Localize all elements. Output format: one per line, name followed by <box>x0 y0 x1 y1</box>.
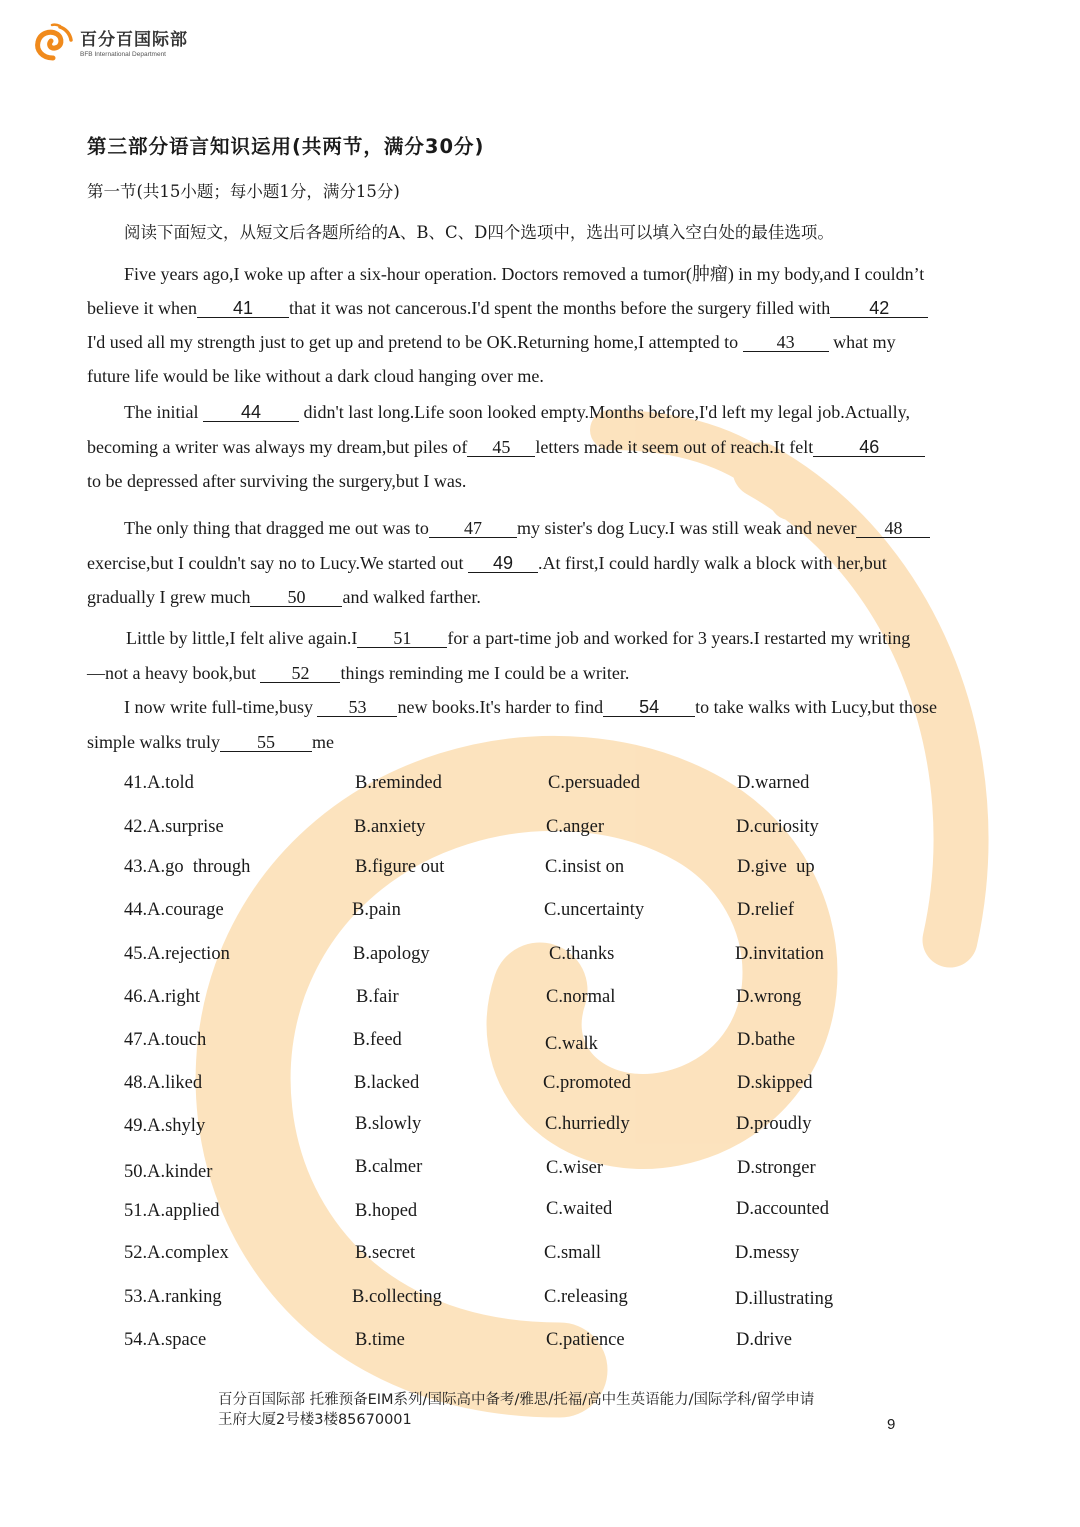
blank-52: 52 <box>260 664 340 683</box>
blank-44: 44 <box>203 403 299 422</box>
option-a: 48.A.liked <box>124 1073 203 1093</box>
page-number: 9 <box>887 1416 896 1433</box>
option-c: C.small <box>544 1243 602 1263</box>
logo-chinese-text: 百分百国际部 <box>80 29 188 50</box>
section-title: 第三部分语言知识运用(共两节，满分30分) <box>87 135 485 158</box>
option-c: C.thanks <box>549 944 615 964</box>
swirl-logo-icon <box>30 18 76 64</box>
option-c: C.insist on <box>545 857 625 877</box>
blank-48: 48 <box>856 519 930 538</box>
option-d: D.give up <box>737 857 815 877</box>
option-d: D.proudly <box>736 1114 812 1134</box>
passage-line: The only thing that dragged me out was to 47 my sister's dog Lucy.I was still weak and never 48 <box>124 518 930 539</box>
section-subtitle: 第一节(共15小题；每小题1分，满分15分) <box>87 182 400 201</box>
option-a: 44.A.courage <box>124 900 224 920</box>
option-a: 42.A.surprise <box>124 817 224 837</box>
footer-line-1: 百分百国际部 托雅预备EIM系列/国际高中备考/雅思/托福/高中生英语能力/国际学科/留学申请 <box>218 1392 815 1408</box>
option-c: C.normal <box>546 987 616 1007</box>
option-d: D.relief <box>737 900 795 920</box>
option-c: C.waited <box>546 1199 613 1219</box>
option-a: 41.A.told <box>124 773 194 793</box>
option-d: D.illustrating <box>735 1289 834 1309</box>
option-d: D.stronger <box>737 1158 816 1178</box>
blank-54: 54 <box>603 698 695 717</box>
option-a: 43.A.go through <box>124 857 251 877</box>
passage-line: The initial 44 didn't last long.Life soon looked empty.Months before,I'd left my legal job.Actually, <box>124 402 911 422</box>
page-footer <box>218 1390 814 1430</box>
option-c: C.promoted <box>543 1073 631 1093</box>
passage-line: to be depressed after surviving the surgery,but I was. <box>87 471 467 491</box>
option-b: B.slowly <box>355 1114 422 1134</box>
blank-51: 51 <box>357 629 447 648</box>
option-b: B.lacked <box>354 1073 420 1093</box>
option-b: B.secret <box>355 1243 416 1263</box>
option-a: 51.A.applied <box>124 1201 220 1221</box>
option-b: B.reminded <box>355 773 442 793</box>
option-b: B.apology <box>353 944 430 964</box>
passage-line: Five years ago,I woke up after a six-hour operation. Doctors removed a tumor(肿瘤) in my body,and I couldn’t <box>124 264 925 284</box>
blank-46: 46 <box>813 438 925 457</box>
option-d: D.warned <box>737 773 810 793</box>
option-c: C.uncertainty <box>544 900 645 920</box>
option-c: C.wiser <box>546 1158 604 1178</box>
option-b: B.fair <box>356 987 399 1007</box>
option-b: B.time <box>355 1330 405 1350</box>
passage-line: future life would be like without a dark cloud hanging over me. <box>87 366 544 386</box>
option-d: D.skipped <box>737 1073 813 1093</box>
blank-41: 41 <box>197 299 289 318</box>
passage-line: becoming a writer was always my dream,but piles of 45 letters made it seem out of reach.It felt 46 <box>87 437 925 458</box>
option-b: B.hoped <box>355 1201 418 1221</box>
footer-line-2: 王府大厦2号楼3楼85670001 <box>218 1412 412 1428</box>
header-logo <box>30 18 188 64</box>
option-c: C.hurriedly <box>545 1114 630 1134</box>
option-d: D.messy <box>735 1243 800 1263</box>
logo-english-text: BFB International Department <box>80 50 166 58</box>
passage-line: —not a heavy book,but 52 things reminding me I could be a writer. <box>87 663 630 683</box>
passage-line: simple walks truly 55 me <box>87 732 334 752</box>
instructions: 阅读下面短文，从短文后各题所给的A、B、C、D四个选项中，选出可以填入空白处的最佳选项。 <box>124 223 834 242</box>
option-c: C.walk <box>545 1034 598 1054</box>
passage-line: believe it when 41 that it was not cancerous.I'd spent the months before the surgery filled with 42 <box>87 298 928 319</box>
option-a: 54.A.space <box>124 1330 207 1350</box>
blank-43: 43 <box>743 333 829 352</box>
option-b: B.calmer <box>355 1157 423 1177</box>
blank-49: 49 <box>468 554 538 573</box>
option-d: D.bathe <box>737 1030 796 1050</box>
option-a: 52.A.complex <box>124 1243 229 1263</box>
option-a: 47.A.touch <box>124 1030 207 1050</box>
option-a: 49.A.shyly <box>124 1116 206 1136</box>
option-d: D.accounted <box>736 1199 829 1219</box>
option-c: C.releasing <box>544 1287 628 1307</box>
blank-50: 50 <box>250 588 342 607</box>
option-d: D.drive <box>736 1330 792 1350</box>
option-d: D.curiosity <box>736 817 819 837</box>
option-b: B.anxiety <box>354 817 426 837</box>
option-b: B.pain <box>352 900 401 920</box>
option-a: 53.A.ranking <box>124 1287 222 1307</box>
option-a: 45.A.rejection <box>124 944 230 964</box>
passage-line: Little by little,I felt alive again.I 51 for a part-time job and worked for 3 years.I restarted my writing <box>126 628 911 648</box>
passage-line: I now write full-time,busy 53 new books.It's harder to find 54 to take walks with Lucy,but those <box>124 697 937 717</box>
option-a: 46.A.right <box>124 987 201 1007</box>
blank-47: 47 <box>429 519 517 538</box>
blank-55: 55 <box>220 733 312 752</box>
passage-line: exercise,but I couldn't say no to Lucy.We started out 49 .At first,I could hardly walk a block with her,but <box>87 553 887 573</box>
blank-45: 45 <box>467 438 535 457</box>
option-c: C.persuaded <box>548 773 640 793</box>
option-b: B.figure out <box>355 857 445 877</box>
option-d: D.wrong <box>736 987 802 1007</box>
option-b: B.feed <box>353 1030 402 1050</box>
blank-53: 53 <box>317 698 397 717</box>
blank-42: 42 <box>830 299 928 318</box>
option-c: C.anger <box>546 817 605 837</box>
option-b: B.collecting <box>352 1287 442 1307</box>
option-a: 50.A.kinder <box>124 1162 213 1182</box>
option-c: C.patience <box>546 1330 625 1350</box>
option-d: D.invitation <box>735 944 824 964</box>
passage-line: I'd used all my strength just to get up and pretend to be OK.Returning home,I attempted to 43 what my <box>87 332 896 352</box>
passage-line: gradually I grew much 50 and walked farther. <box>87 587 481 607</box>
